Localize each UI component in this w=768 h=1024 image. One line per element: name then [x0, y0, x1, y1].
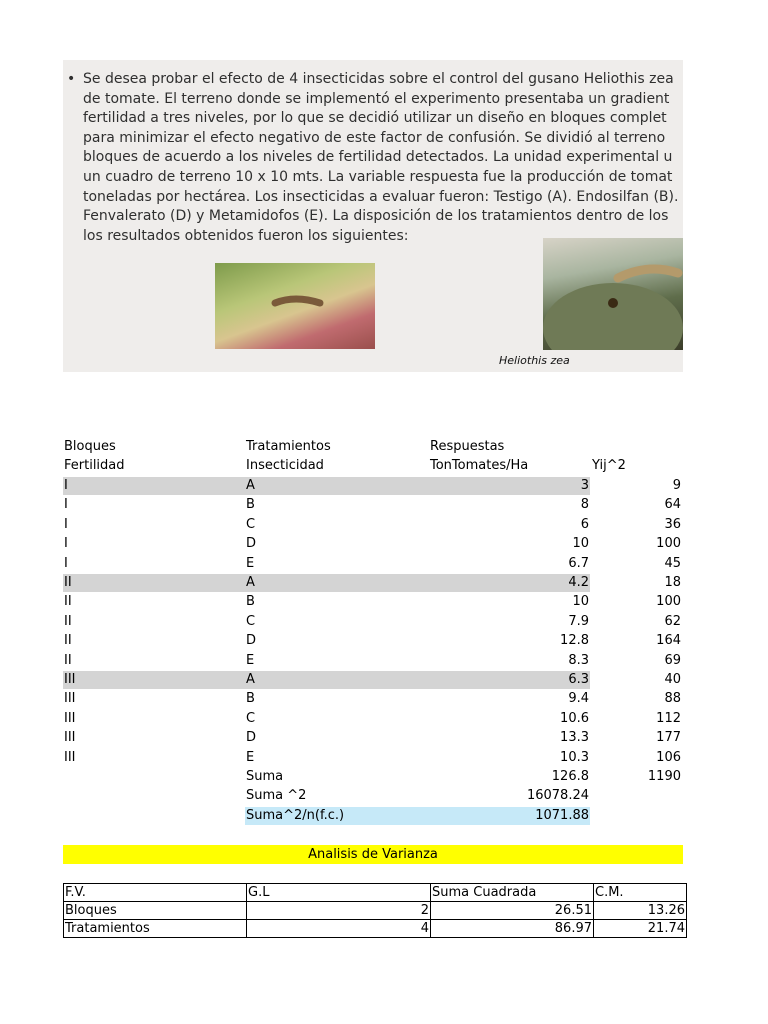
yij2-cell: 164: [656, 633, 681, 649]
tratamiento-cell: E: [246, 749, 255, 765]
respuesta-cell: 6.3: [568, 672, 589, 687]
total-value: 16078.24: [526, 788, 589, 804]
tratamiento-cell: C: [246, 613, 256, 629]
respuesta-cell: 13.3: [560, 730, 589, 746]
respuesta-cell: 3: [580, 478, 589, 493]
respuesta-cell: 8.3: [568, 652, 589, 668]
respuesta-cell: 12.8: [560, 633, 589, 649]
yij2-cell: 36: [664, 516, 681, 532]
bloque-cell: II: [64, 613, 72, 629]
anova-header-cell: C.M.: [594, 884, 687, 902]
bloque-cell: II: [64, 575, 72, 590]
tratamiento-cell: D: [246, 633, 257, 649]
anova-header-row: [64, 884, 687, 902]
yij2-cell: 9: [672, 478, 681, 493]
tratamiento-cell: C: [246, 516, 256, 532]
yij2-cell: 100: [656, 594, 681, 610]
bloque-cell: II: [64, 594, 72, 610]
problem-line: para minimizar el efecto negativo de este factor de confusión. Se dividió al terreno: [83, 129, 666, 146]
bloque-cell: I: [64, 516, 68, 532]
bloque-cell: III: [64, 710, 76, 726]
anova-header-cell: F.V.: [64, 884, 247, 902]
problem-line: Fenvalerato (D) y Metamidofos (E). La disposición de los tratamientos dentro de los: [83, 208, 669, 225]
respuesta-cell: 6.7: [568, 555, 589, 571]
total-value: 126.8: [551, 769, 589, 784]
total-label: Suma: [246, 769, 284, 784]
tratamiento-cell: C: [246, 710, 256, 726]
total-yij2: [592, 806, 681, 825]
yij2-cell: 69: [664, 652, 681, 668]
header-fertilidad: Fertilidad: [64, 458, 125, 473]
anova-cell: 26.51: [431, 902, 594, 920]
photo-caption: Heliothis zea: [499, 354, 570, 367]
yij2-cell: 88: [664, 691, 681, 707]
bloque-cell: I: [64, 497, 68, 513]
anova-cell: Tratamientos: [64, 920, 247, 938]
respuesta-cell: 9.4: [568, 691, 589, 707]
tratamiento-cell: D: [246, 536, 257, 552]
respuesta-cell: 6: [580, 516, 589, 532]
bloque-cell: II: [64, 652, 72, 668]
header-respuestas: Respuestas: [430, 439, 505, 454]
tratamiento-cell: A: [246, 575, 255, 590]
header-ton-tomates: TonTomates/Ha: [430, 458, 529, 473]
anova-header-cell: G.L: [247, 884, 431, 902]
tratamiento-cell: A: [246, 672, 255, 687]
bullet: •: [67, 71, 76, 87]
respuesta-cell: 10: [572, 594, 589, 610]
anova-row: [64, 920, 687, 938]
tratamiento-cell: D: [246, 730, 257, 746]
yij2-cell: 40: [664, 672, 681, 687]
anova-table: [63, 883, 687, 938]
problem-line: un cuadro de terreno 10 x 10 mts. La variable respuesta fue la producción de tomat: [83, 168, 673, 185]
respuesta-cell: 7.9: [568, 613, 589, 629]
respuesta-cell: 10: [572, 536, 589, 552]
yij2-cell: 112: [656, 710, 681, 726]
header-tratamientos: Tratamientos: [246, 439, 331, 454]
anova-cell: 86.97: [431, 920, 594, 938]
problem-statement-panel: [63, 60, 683, 372]
yij2-cell: 18: [664, 575, 681, 590]
respuesta-cell: 10.3: [560, 749, 589, 765]
yij2-cell: 64: [664, 497, 681, 513]
yij2-cell: 177: [656, 730, 681, 746]
problem-line: los resultados obtenidos fueron los siguientes:: [83, 227, 409, 244]
bloque-cell: III: [64, 730, 76, 746]
anova-cell: 4: [247, 920, 431, 938]
tratamiento-cell: B: [246, 691, 255, 707]
problem-line: Se desea probar el efecto de 4 insecticidas sobre el control del gusano Heliothis zea: [83, 71, 674, 87]
anova-header-cell: Suma Cuadrada: [431, 884, 594, 902]
yij2-cell: 100: [656, 536, 681, 552]
total-yij2: 1190: [647, 769, 681, 784]
problem-line: de tomate. El terreno donde se implementó el experimento presentaba un gradient: [83, 90, 670, 107]
total-label: Suma^2/n(f.c.): [246, 807, 345, 823]
problem-line: fertilidad a tres niveles, por lo que se decidió utilizar un diseño en bloques complet: [83, 110, 667, 127]
tratamiento-cell: E: [246, 652, 255, 668]
tratamiento-cell: E: [246, 555, 255, 571]
problem-line: bloques de acuerdo a los niveles de fertilidad detectados. La unidad experimental u: [83, 149, 673, 166]
bloque-cell: I: [64, 555, 68, 571]
respuesta-cell: 4.2: [568, 575, 589, 590]
header-yij2: Yij^2: [592, 458, 626, 473]
problem-text: [83, 70, 683, 246]
problem-line: toneladas por hectárea. Los insecticidas a evaluar fueron: Testigo (A). Endosilfan (B).: [83, 188, 679, 205]
tratamiento-cell: B: [246, 497, 255, 513]
total-yij2: [592, 786, 681, 805]
yij2-cell: 45: [664, 555, 681, 571]
yij2-cell: 62: [664, 613, 681, 629]
bloque-cell: III: [64, 749, 76, 765]
tratamiento-cell: A: [246, 478, 255, 493]
respuesta-cell: 8: [580, 497, 589, 513]
anova-cell: 2: [247, 902, 431, 920]
anova-cell: 13.26: [594, 902, 687, 920]
anova-cell: 21.74: [594, 920, 687, 938]
respuesta-cell: 10.6: [560, 710, 589, 726]
total-label: Suma ^2: [246, 788, 307, 804]
header-insecticidad: Insecticidad: [246, 458, 324, 473]
yij2-cell: 106: [656, 749, 681, 765]
bloque-cell: I: [64, 536, 68, 552]
anova-cell: Bloques: [64, 902, 247, 920]
bloque-cell: III: [64, 672, 76, 687]
anova-row: [64, 902, 687, 920]
bloque-cell: III: [64, 691, 76, 707]
bloque-cell: II: [64, 633, 72, 649]
caterpillar-on-leaf-photo: [215, 263, 375, 349]
tratamiento-cell: B: [246, 594, 255, 610]
header-bloques: Bloques: [64, 439, 116, 454]
caterpillar-on-tomato-photo: [543, 238, 683, 350]
anova-title: Analisis de Varianza: [63, 845, 683, 864]
bloque-cell: I: [64, 478, 68, 493]
total-value: 1071.88: [535, 807, 589, 823]
